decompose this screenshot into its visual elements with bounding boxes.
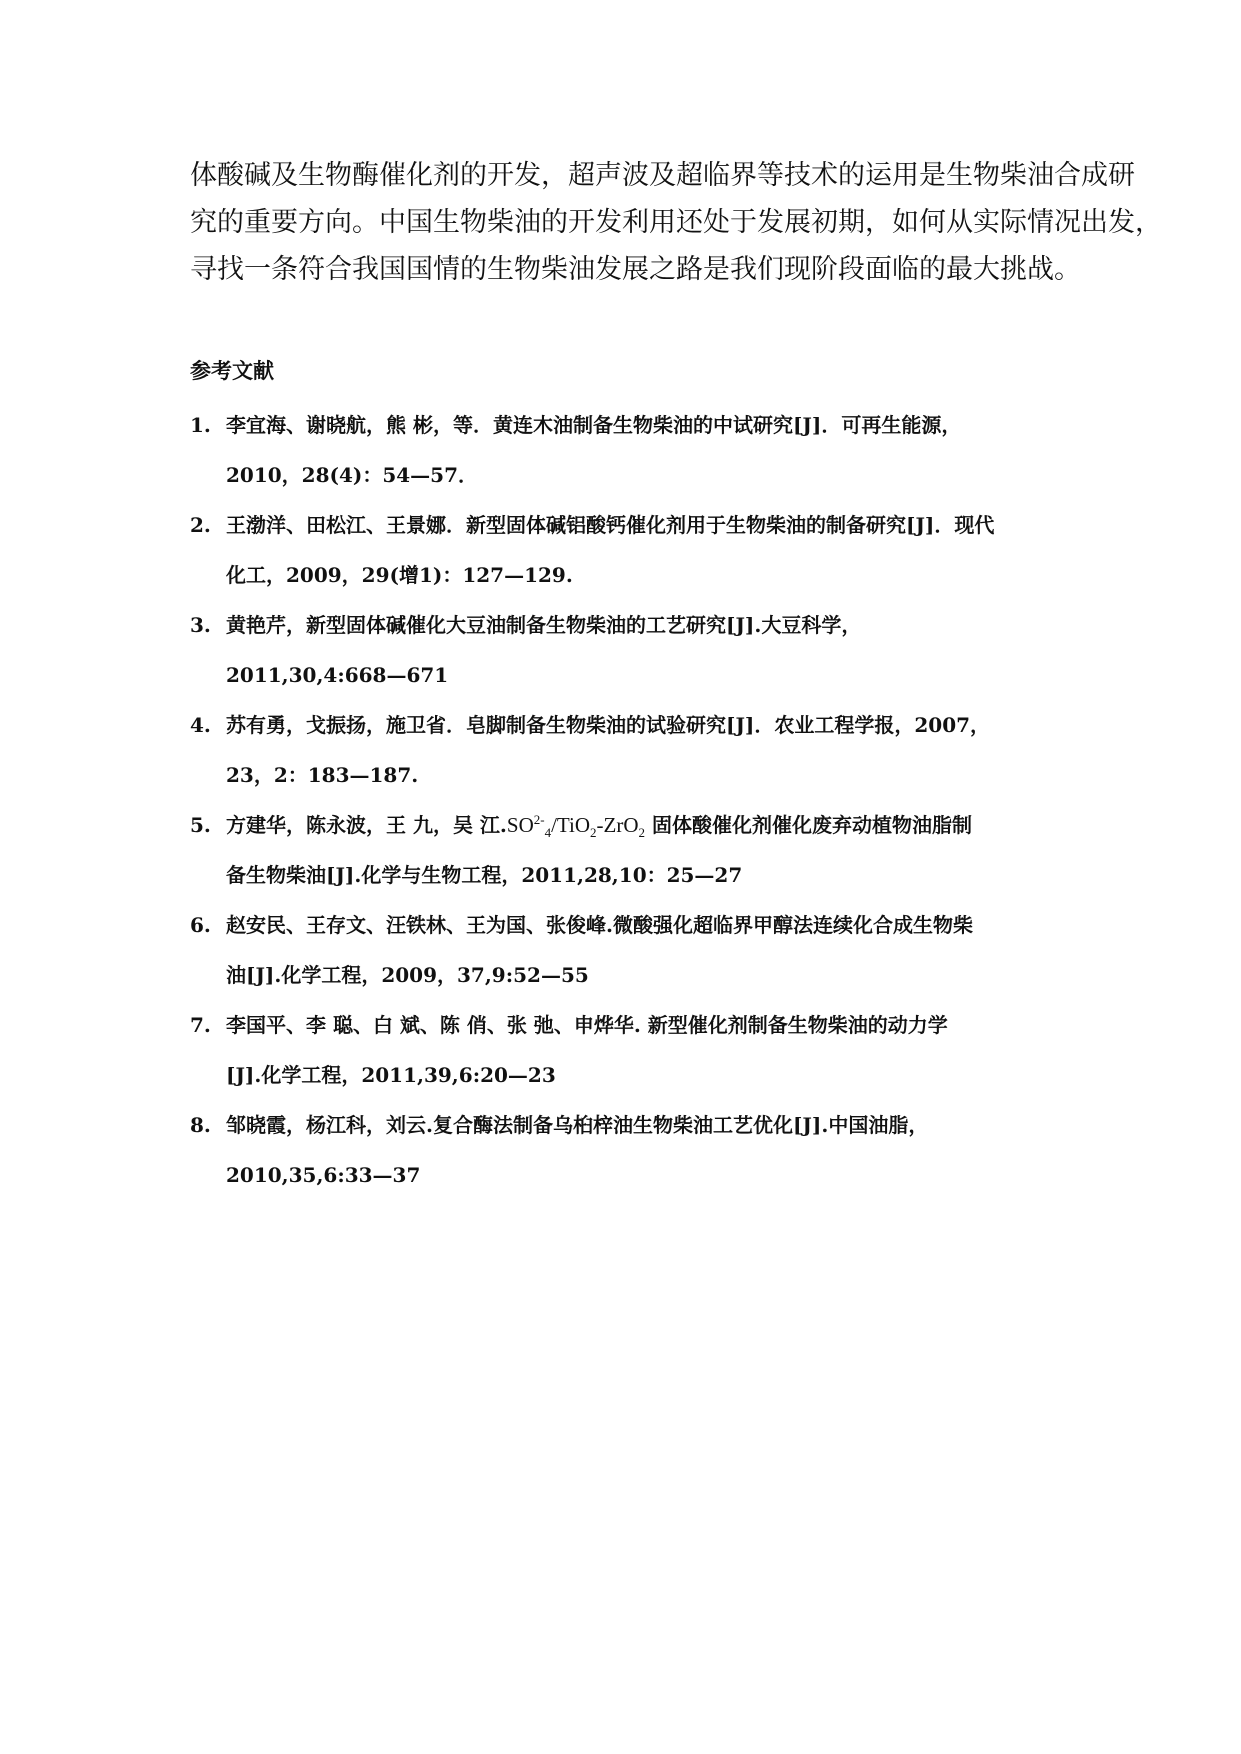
reference-number: 7. [190,1013,211,1037]
reference-line: 2011,30,4:668—671 [226,663,449,687]
reference-item [190,1000,1070,1100]
reference-line: 李国平、李 聪、白 斌、陈 俏、张 弛、申烨华. 新型催化剂制备生物柴油的动力学 [226,1013,948,1037]
reference-item [190,800,1070,900]
reference-line: 李宜海、谢晓航，熊 彬，等．黄连木油制备生物柴油的中试研究[J]．可再生能源， [226,413,962,437]
reference-line: 2010，28(4)：54—57． [226,463,479,487]
reference-line: 化工，2009，29(增1)：127—129. [226,563,573,587]
formula-part: -ZrO [596,813,639,837]
reference-number: 3. [190,613,211,637]
reference-item [190,1100,1070,1200]
reference-item [190,400,1070,500]
reference-line: 苏有勇，戈振扬，施卫省．皂脚制备生物柴油的试验研究[J]．农业工程学报，2007， [226,713,991,737]
chemical-formula [506,812,646,841]
reference-authors: 方建华，陈永波，王 九，吴 江. [226,813,507,837]
reference-item [190,600,1070,700]
reference-line: 油[J].化学工程，2009，37,9:52—55 [226,963,589,987]
paragraph-line: 寻找一条符合我国国情的生物柴油发展之路是我们现阶段面临的最大挑战。 [190,254,1081,285]
reference-title: 固体酸催化剂催化废弃动植物油脂制 [645,813,972,837]
references-list [190,400,1070,1200]
reference-item [190,700,1070,800]
formula-subscript: 2 [590,825,597,841]
formula-subscript: 2 [638,825,646,841]
reference-line: 王渤洋、田松江、王景娜．新型固体碱铝酸钙催化剂用于生物柴油的制备研究[J]．现代 [226,513,995,537]
reference-line: 23，2：183—187. [226,763,419,787]
reference-number: 5. [190,813,211,837]
reference-line: 黄艳芹，新型固体碱催化大豆油制备生物柴油的工艺研究[J].大豆科学， [226,613,862,637]
reference-item [190,900,1070,1000]
reference-line: 备生物柴油[J].化学与生物工程，2011,28,10：25—27 [226,863,743,887]
reference-line [226,800,1070,850]
paragraph-line: 体酸碱及生物酶催化剂的开发，超声波及超临界等技术的运用是生物柴油合成研 [190,160,1135,191]
reference-number: 8. [190,1113,211,1137]
reference-item [190,500,1070,600]
reference-number: 6. [190,913,211,937]
reference-line: [J].化学工程，2011,39,6:20—23 [226,1063,556,1087]
paragraph-line: 究的重要方向。中国生物柴油的开发利用还处于发展初期，如何从实际情况出发， [190,207,1162,238]
references-heading: 参考文献 [190,358,274,383]
reference-number: 4. [190,713,211,737]
reference-line: 邹晓霞，杨江科，刘云.复合酶法制备乌桕梓油生物柴油工艺优化[J].中国油脂， [226,1113,929,1137]
formula-subscript: 4 [544,825,552,841]
formula-part: SO [506,813,534,837]
reference-number: 2. [190,513,211,537]
formula-superscript: 2- [533,812,545,827]
reference-number: 1. [190,413,211,437]
conclusion-paragraph [190,152,1162,293]
formula-part: /TiO [551,813,591,837]
reference-line: 2010,35,6:33—37 [226,1163,421,1187]
reference-line: 赵安民、王存文、汪铁林、王为国、张俊峰.微酸强化超临界甲醇法连续化合成生物柴 [226,913,973,937]
